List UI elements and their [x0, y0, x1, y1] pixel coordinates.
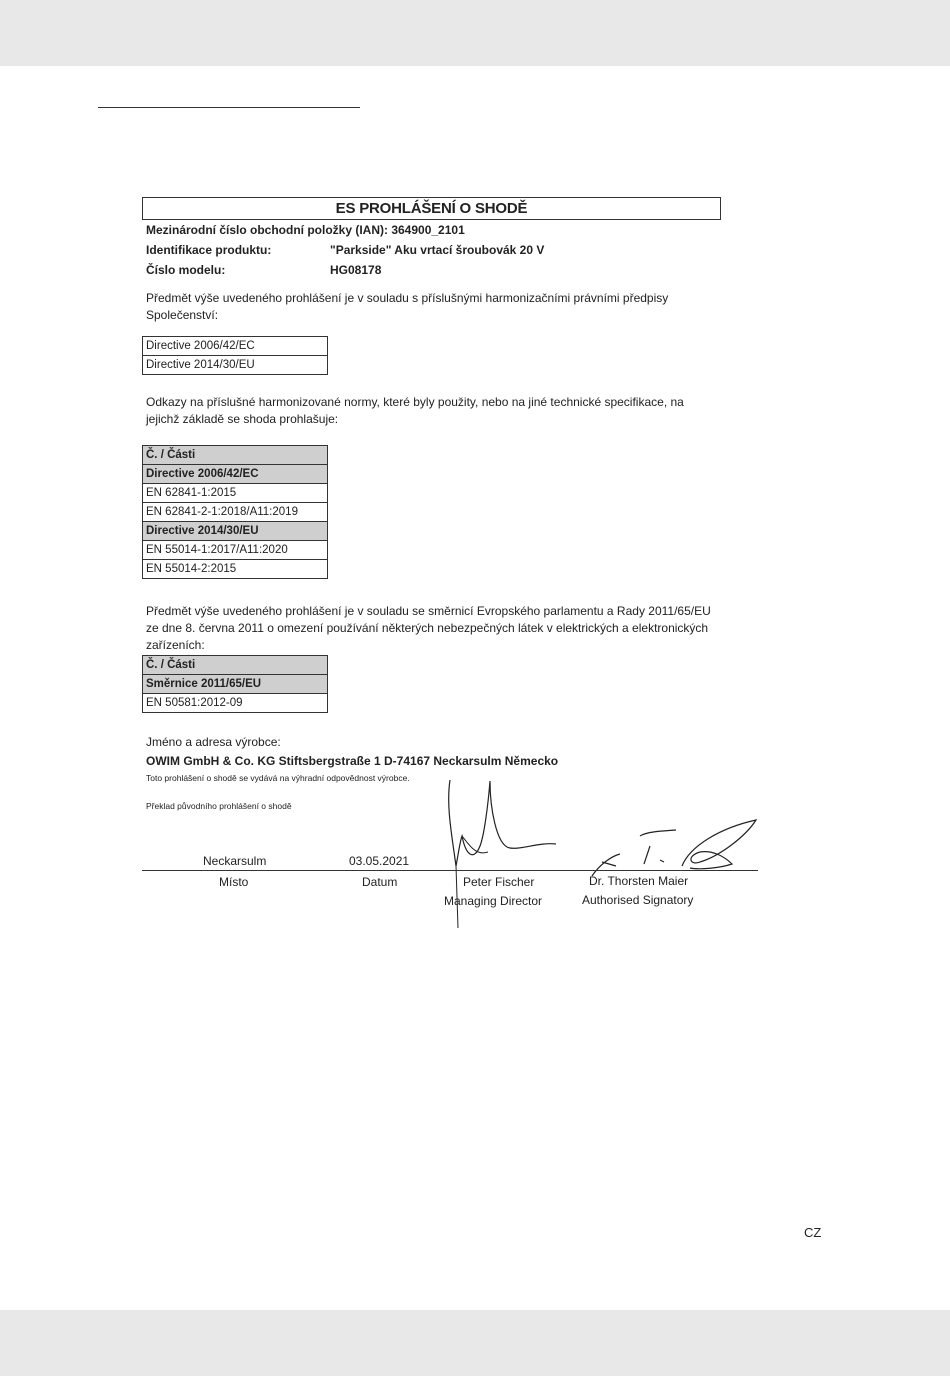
directive-cell: Directive 2006/42/EC — [143, 337, 328, 356]
directive-cell: Directive 2014/30/EU — [143, 356, 328, 375]
standard-cell: EN 62841-1:2015 — [143, 484, 328, 503]
rohs-paragraph: Předmět výše uvedeného prohlášení je v souladu se směrnicí Evropského parlamentu a Rady 2011/65/EU ze dne 8. června 2011 o omezení používání některých nebezpečných látek v elektrických a elektronických zařízeních: — [146, 604, 711, 652]
model-number-value: HG08178 — [330, 263, 382, 277]
ian-label: Mezinárodní číslo obchodní položky (IAN): 364900_2101 — [146, 223, 465, 237]
manufacturer-address: OWIM GmbH & Co. KG Stiftsbergstraße 1 D-74167 Neckarsulm Německo — [146, 754, 559, 768]
standard-cell: EN 62841-2-1:2018/A11:2019 — [143, 503, 328, 522]
place-value: Neckarsulm — [203, 854, 267, 868]
table-header-cell: Č. / Části — [143, 446, 328, 465]
conformity-paragraph: Předmět výše uvedeného prohlášení je v souladu s příslušnými harmonizačními právními předpisy Společenství: — [146, 291, 669, 322]
model-number-label: Číslo modelu: — [146, 263, 226, 277]
signer1-name: Peter Fischer — [463, 875, 535, 889]
manufacturer-label: Jméno a adresa výrobce: — [146, 735, 281, 749]
signer1-role: Managing Director — [444, 894, 543, 908]
document-title: ES PROHLÁŠENÍ O SHODĚ — [142, 197, 721, 220]
place-label: Místo — [219, 875, 249, 889]
signer2-name: Dr. Thorsten Maier — [589, 874, 689, 888]
translation-note: Překlad původního prohlášení o shodě — [146, 801, 292, 811]
table-header-cell: Směrnice 2011/65/EU — [143, 675, 328, 694]
date-value: 03.05.2021 — [349, 854, 410, 868]
standard-cell: EN 50581:2012-09 — [143, 694, 328, 713]
product-id-value: "Parkside" Aku vrtací šroubovák 20 V — [330, 243, 545, 257]
table-header-cell: Directive 2014/30/EU — [143, 522, 328, 541]
table-header-cell: Directive 2006/42/EC — [143, 465, 328, 484]
signer2-role: Authorised Signatory — [582, 893, 694, 907]
product-id-label: Identifikace produktu: — [146, 243, 272, 257]
standard-cell: EN 55014-1:2017/A11:2020 — [143, 541, 328, 560]
standard-cell: EN 55014-2:2015 — [143, 560, 328, 579]
responsibility-note: Toto prohlášení o shodě se vydává na výhradní odpovědnost výrobce. — [146, 773, 410, 783]
table-header-cell: Č. / Části — [143, 656, 328, 675]
language-code: CZ — [804, 1225, 822, 1240]
signature-line — [142, 870, 758, 871]
handwritten-signatures — [0, 66, 950, 1310]
standards-paragraph: Odkazy na příslušné harmonizované normy, které byly použity, nebo na jiné technické specifikace, na jejichž základě se shoda prohlašuje: — [146, 395, 684, 426]
date-label: Datum — [362, 875, 398, 889]
document-page — [0, 66, 950, 1310]
